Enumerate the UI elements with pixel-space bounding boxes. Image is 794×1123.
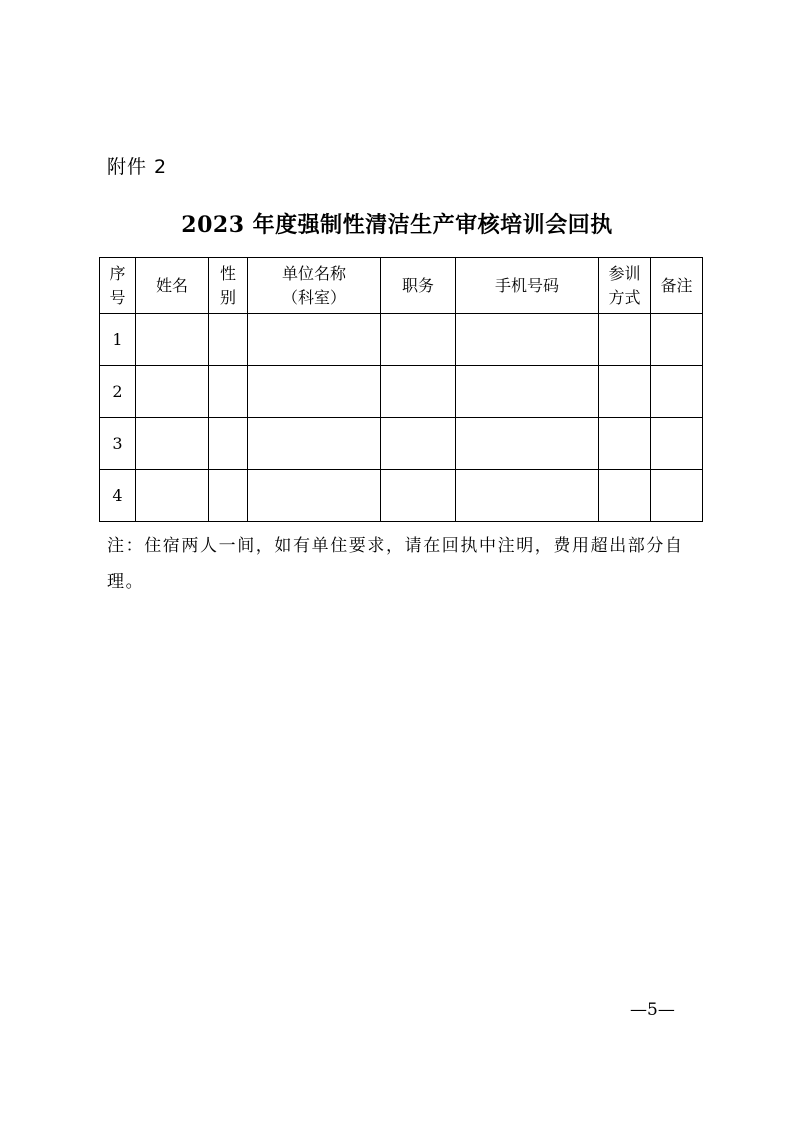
name-cell[interactable]: [136, 470, 209, 522]
position-cell[interactable]: [381, 366, 456, 418]
header-name: 姓名: [136, 258, 209, 314]
row-seq: 4: [100, 470, 136, 522]
header-seq: 序 号: [100, 258, 136, 314]
header-phone: 手机号码: [456, 258, 599, 314]
gender-cell[interactable]: [209, 470, 248, 522]
name-cell[interactable]: [136, 314, 209, 366]
table-row: [100, 314, 703, 366]
attend-mode-cell[interactable]: [599, 470, 651, 522]
attend-mode-cell[interactable]: [599, 366, 651, 418]
page-number: —5—: [630, 1000, 675, 1020]
phone-cell[interactable]: [456, 470, 599, 522]
header-attend-mode: 参训 方式: [599, 258, 651, 314]
header-remark: 备注: [651, 258, 703, 314]
gender-cell[interactable]: [209, 314, 248, 366]
row-seq: 1: [100, 314, 136, 366]
unit-cell[interactable]: [248, 366, 381, 418]
name-cell[interactable]: [136, 418, 209, 470]
gender-cell[interactable]: [209, 366, 248, 418]
table-row: [100, 418, 703, 470]
attend-mode-cell[interactable]: [599, 418, 651, 470]
phone-cell[interactable]: [456, 314, 599, 366]
row-seq: 3: [100, 418, 136, 470]
header-unit: 单位名称 （科室）: [248, 258, 381, 314]
position-cell[interactable]: [381, 314, 456, 366]
remark-cell[interactable]: [651, 418, 703, 470]
table-row: [100, 366, 703, 418]
unit-cell[interactable]: [248, 470, 381, 522]
registration-table: [99, 257, 703, 522]
table-header-row: [100, 258, 703, 314]
phone-cell[interactable]: [456, 366, 599, 418]
position-cell[interactable]: [381, 470, 456, 522]
unit-cell[interactable]: [248, 314, 381, 366]
attachment-label: 附件 2: [107, 156, 168, 178]
table-row: [100, 470, 703, 522]
footnote: 注：住宿两人一间，如有单住要求，请在回执中注明，费用超出部分自理。: [107, 536, 684, 592]
attend-mode-cell[interactable]: [599, 314, 651, 366]
unit-cell[interactable]: [248, 418, 381, 470]
remark-cell[interactable]: [651, 470, 703, 522]
name-cell[interactable]: [136, 366, 209, 418]
position-cell[interactable]: [381, 418, 456, 470]
header-position: 职务: [381, 258, 456, 314]
phone-cell[interactable]: [456, 418, 599, 470]
row-seq: 2: [100, 366, 136, 418]
remark-cell[interactable]: [651, 314, 703, 366]
header-gender: 性 别: [209, 258, 248, 314]
remark-cell[interactable]: [651, 366, 703, 418]
document-title: 2023 年度强制性清洁生产审核培训会回执: [181, 212, 613, 238]
gender-cell[interactable]: [209, 418, 248, 470]
